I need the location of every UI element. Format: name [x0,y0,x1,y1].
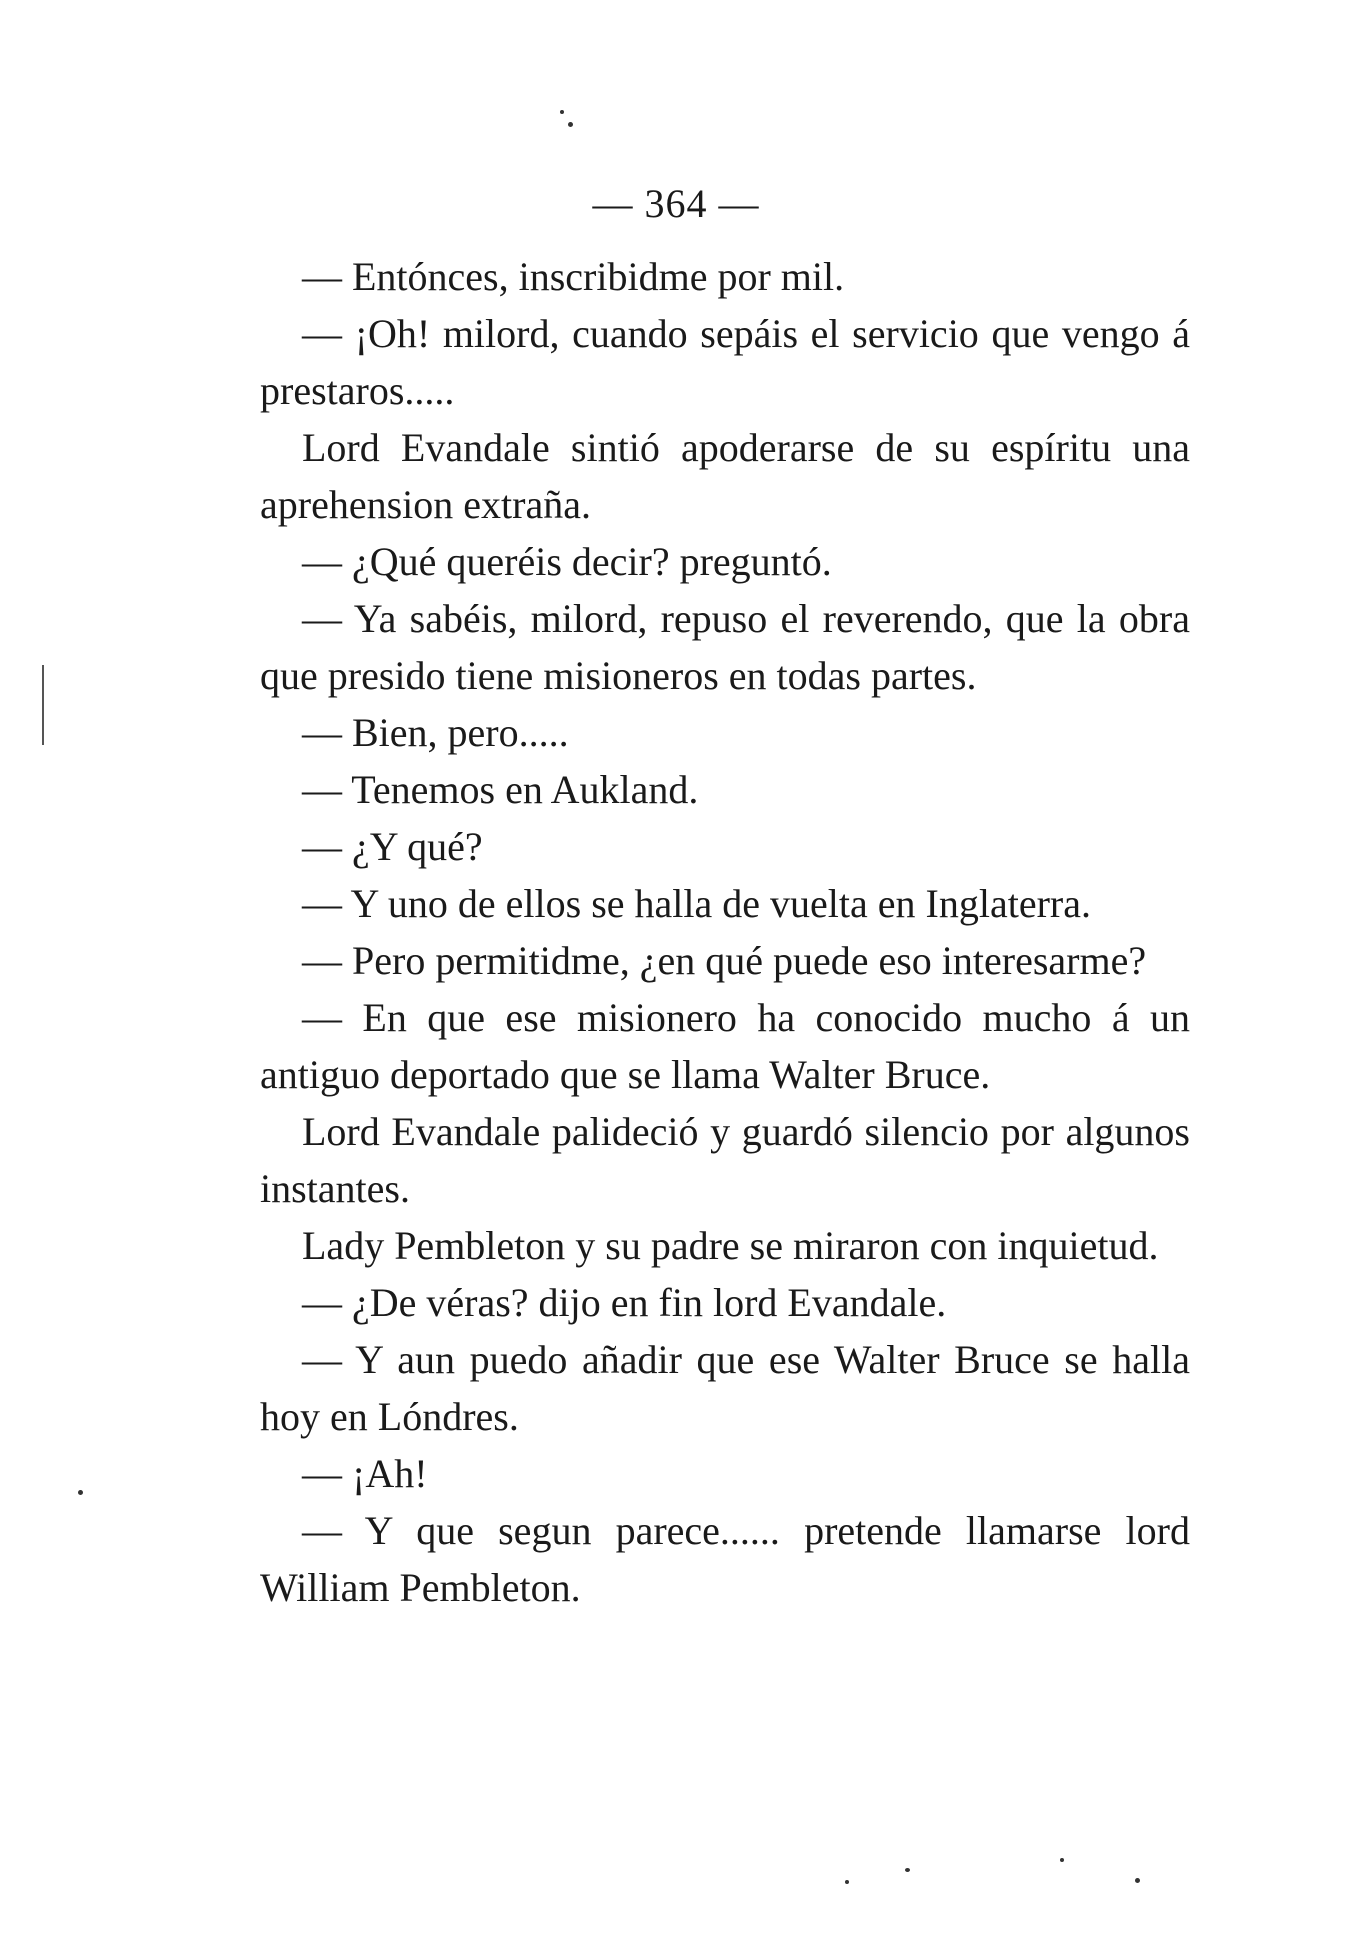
paragraph-5: — Ya sabéis, milord, repuso el reverendo, que la obra que presido tiene misioneros en todas partes. [260,596,1190,698]
paragraph-3: Lord Evandale sintió apoderarse de su espíritu una aprehension extraña. [260,425,1190,527]
paragraph-6: — Bien, pero..... [302,710,569,755]
paragraph-11: — En que ese misionero ha conocido mucho á un antiguo deportado que se llama Walter Bruce. [260,995,1190,1097]
paragraph-16: — ¡Ah! [302,1451,428,1496]
paragraph-13: Lady Pembleton y su padre se miraron con inquietud. [302,1223,1159,1268]
paragraph-2: — ¡Oh! milord, cuando sepáis el servicio que vengo á prestaros..... [260,311,1190,413]
paragraph-1: — Entónces, inscribidme por mil. [302,254,845,299]
scan-speck [1135,1878,1140,1883]
paragraph-14: — ¿De véras? dijo en fin lord Evandale. [302,1280,947,1325]
paragraph-15: — Y aun puedo añadir que ese Walter Bruce se halla hoy en Lóndres. [260,1337,1190,1439]
paragraph-12: Lord Evandale palideció y guardó silencio por algunos instantes. [260,1109,1190,1211]
paragraph-4: — ¿Qué queréis decir? preguntó. [302,539,832,584]
page-number: — 364 — [592,181,760,226]
scan-speck [845,1880,849,1884]
paragraph-17: — Y que segun parece...... pretende llamarse lord William Pembleton. [260,1508,1190,1610]
paragraph-7: — Tenemos en Aukland. [302,767,699,812]
paragraph-10: — Pero permitidme, ¿en qué puede eso interesarme? [302,938,1147,983]
paragraph-9: — Y uno de ellos se halla de vuelta en Inglaterra. [302,881,1091,926]
paragraph-8: — ¿Y qué? [302,824,483,869]
body-text [260,248,1190,1616]
scan-edge-mark [42,665,44,745]
scan-speck [568,122,573,127]
scan-speck [905,1868,910,1872]
scan-speck [1060,1858,1064,1862]
scan-speck [560,110,564,114]
scan-speck [78,1490,83,1495]
